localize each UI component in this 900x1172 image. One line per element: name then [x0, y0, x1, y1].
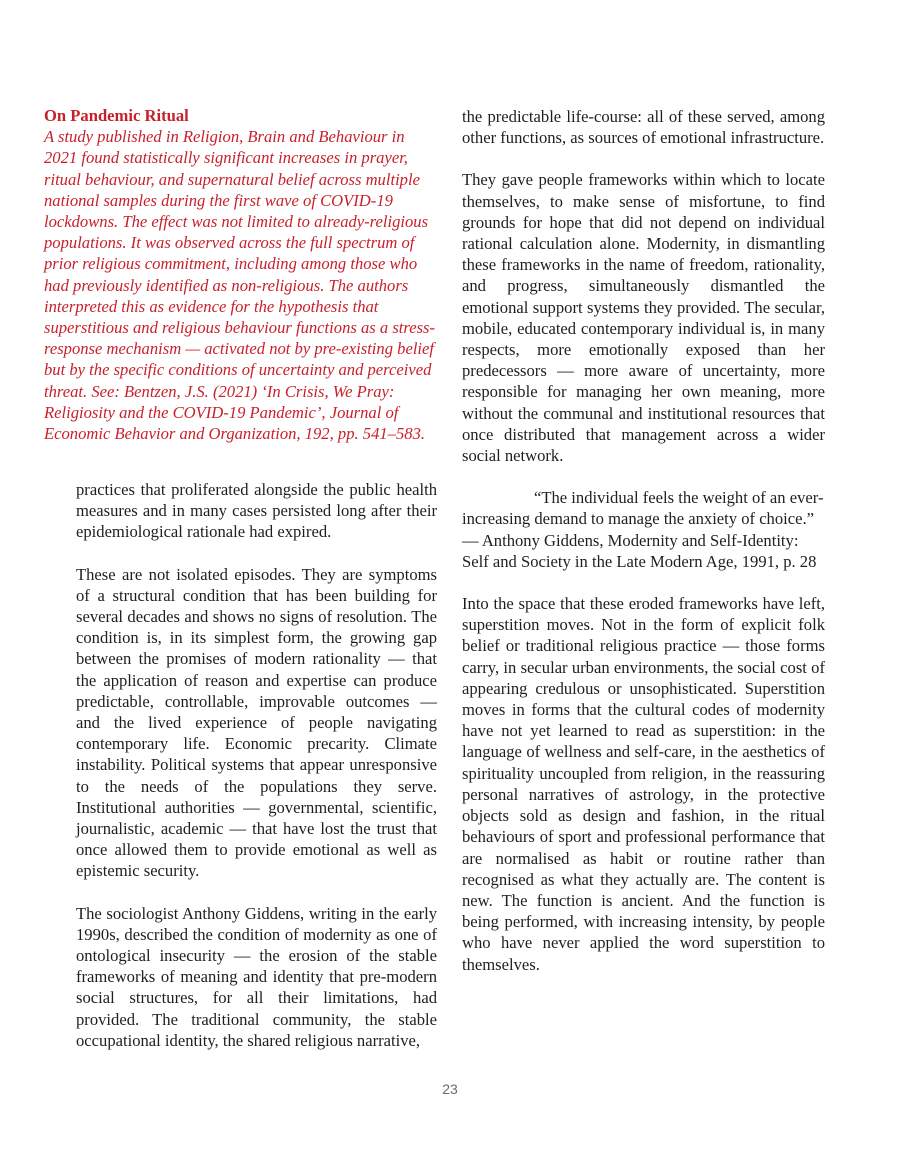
sidebar-body: A study published in Religion, Brain and Behaviour in 2021 found statistically significant increases in prayer, ritual behaviour, and supernatural belief across multiple national samples during the first wave of COVID-19 lockdowns. The effect was not limited to already-religious populations. It was observed across the full spectrum of prior religious commitment, including among those who had previously identified as non-religious. The authors interpreted this as evidence for the hypothesis that superstitious and religious behaviour functions as a stress-response mechanism — activated not by pre-existing belief but by the specific conditions of uncertainty and perceived threat. See: Bentzen, J.S. (2021) ‘In Crisis, We Pray: Religiosity and the COVID-19 Pandemic’, Journal of Economic Behavior and Organization, 192, pp. 541–583. [44, 127, 436, 444]
paragraph: These are not isolated episodes. They are symptoms of a structural condition that has been building for several decades and shows no signs of resolution. The condition is, in its simplest form, the growing gap between the promises of modern rationality — that the application of reason and expertise can produce predictable, controllable, improvable outcomes — and the lived experience of people navigating contemporary life. Economic precarity. Climate instability. Political systems that appear unresponsive to the needs of the populations they serve. Institutional authorities — governmental, scientific, journalistic, academic — that have lost the trust that once allowed them to provide emotional as well as epistemic security. [76, 564, 437, 881]
sidebar-heading: On Pandemic Ritual [44, 106, 189, 125]
paragraph: They gave people frameworks within which to locate themselves, to make sense of misfortune, to find grounds for hope that did not depend on individual rational calculation alone. Modernity, in dismantling these frameworks in the name of freedom, rationality, and progress, simultaneously dismantled the emotional support systems they provided. The secular, mobile, educated contemporary individual is, in many respects, more emotionally exposed than her predecessors — more aware of uncertainty, more responsible for managing her own meaning, more without the communal and institutional resources that once distributed that management across a wider social network. [462, 170, 825, 466]
block-quote: “The individual feels the weight of an ever-increasing demand to manage the anxiety of choice.” — Anthony Giddens, Modernity and Self-Identity: Self and Society in the Late Modern Age, 1991, p. 28 [462, 488, 824, 571]
paragraph: the predictable life-course: all of these served, among other functions, as sources of emotional infrastructure. [462, 107, 825, 148]
left-column [76, 479, 437, 1072]
right-column [462, 106, 825, 996]
paragraph: practices that proliferated alongside the public health measures and in many cases persisted long after their epidemiological rationale had expired. [76, 480, 437, 542]
page-number: 23 [442, 1081, 458, 1097]
paragraph: The sociologist Anthony Giddens, writing in the early 1990s, described the condition of modernity as one of ontological insecurity — the erosion of the stable frameworks of meaning and identity that pre-modern social structures, for all their limitations, had provided. The traditional community, the stable occupational identity, the shared religious narrative, [76, 903, 437, 1050]
paragraph: Into the space that these eroded frameworks have left, superstition moves. Not in the form of explicit folk belief or traditional religious practice — those forms carry, in secular urban environments, the social cost of appearing credulous or unsophisticated. Superstition moves in forms that the cultural codes of modernity have not yet learned to read as superstition: in the language of wellness and self-care, in the aesthetics of spirituality uncoupled from religion, in the reassuring personal narratives of astrology, in the protective objects sold as design and fashion, in the ritual behaviours of sport and professional performance that are normalised as habit or routine rather than recognised as what they actually are. The content is new. The function is ancient. And the function is being performed, with increasing intensity, by people who have never applied the word superstition to themselves. [462, 594, 825, 974]
sidebar-note [44, 105, 437, 444]
